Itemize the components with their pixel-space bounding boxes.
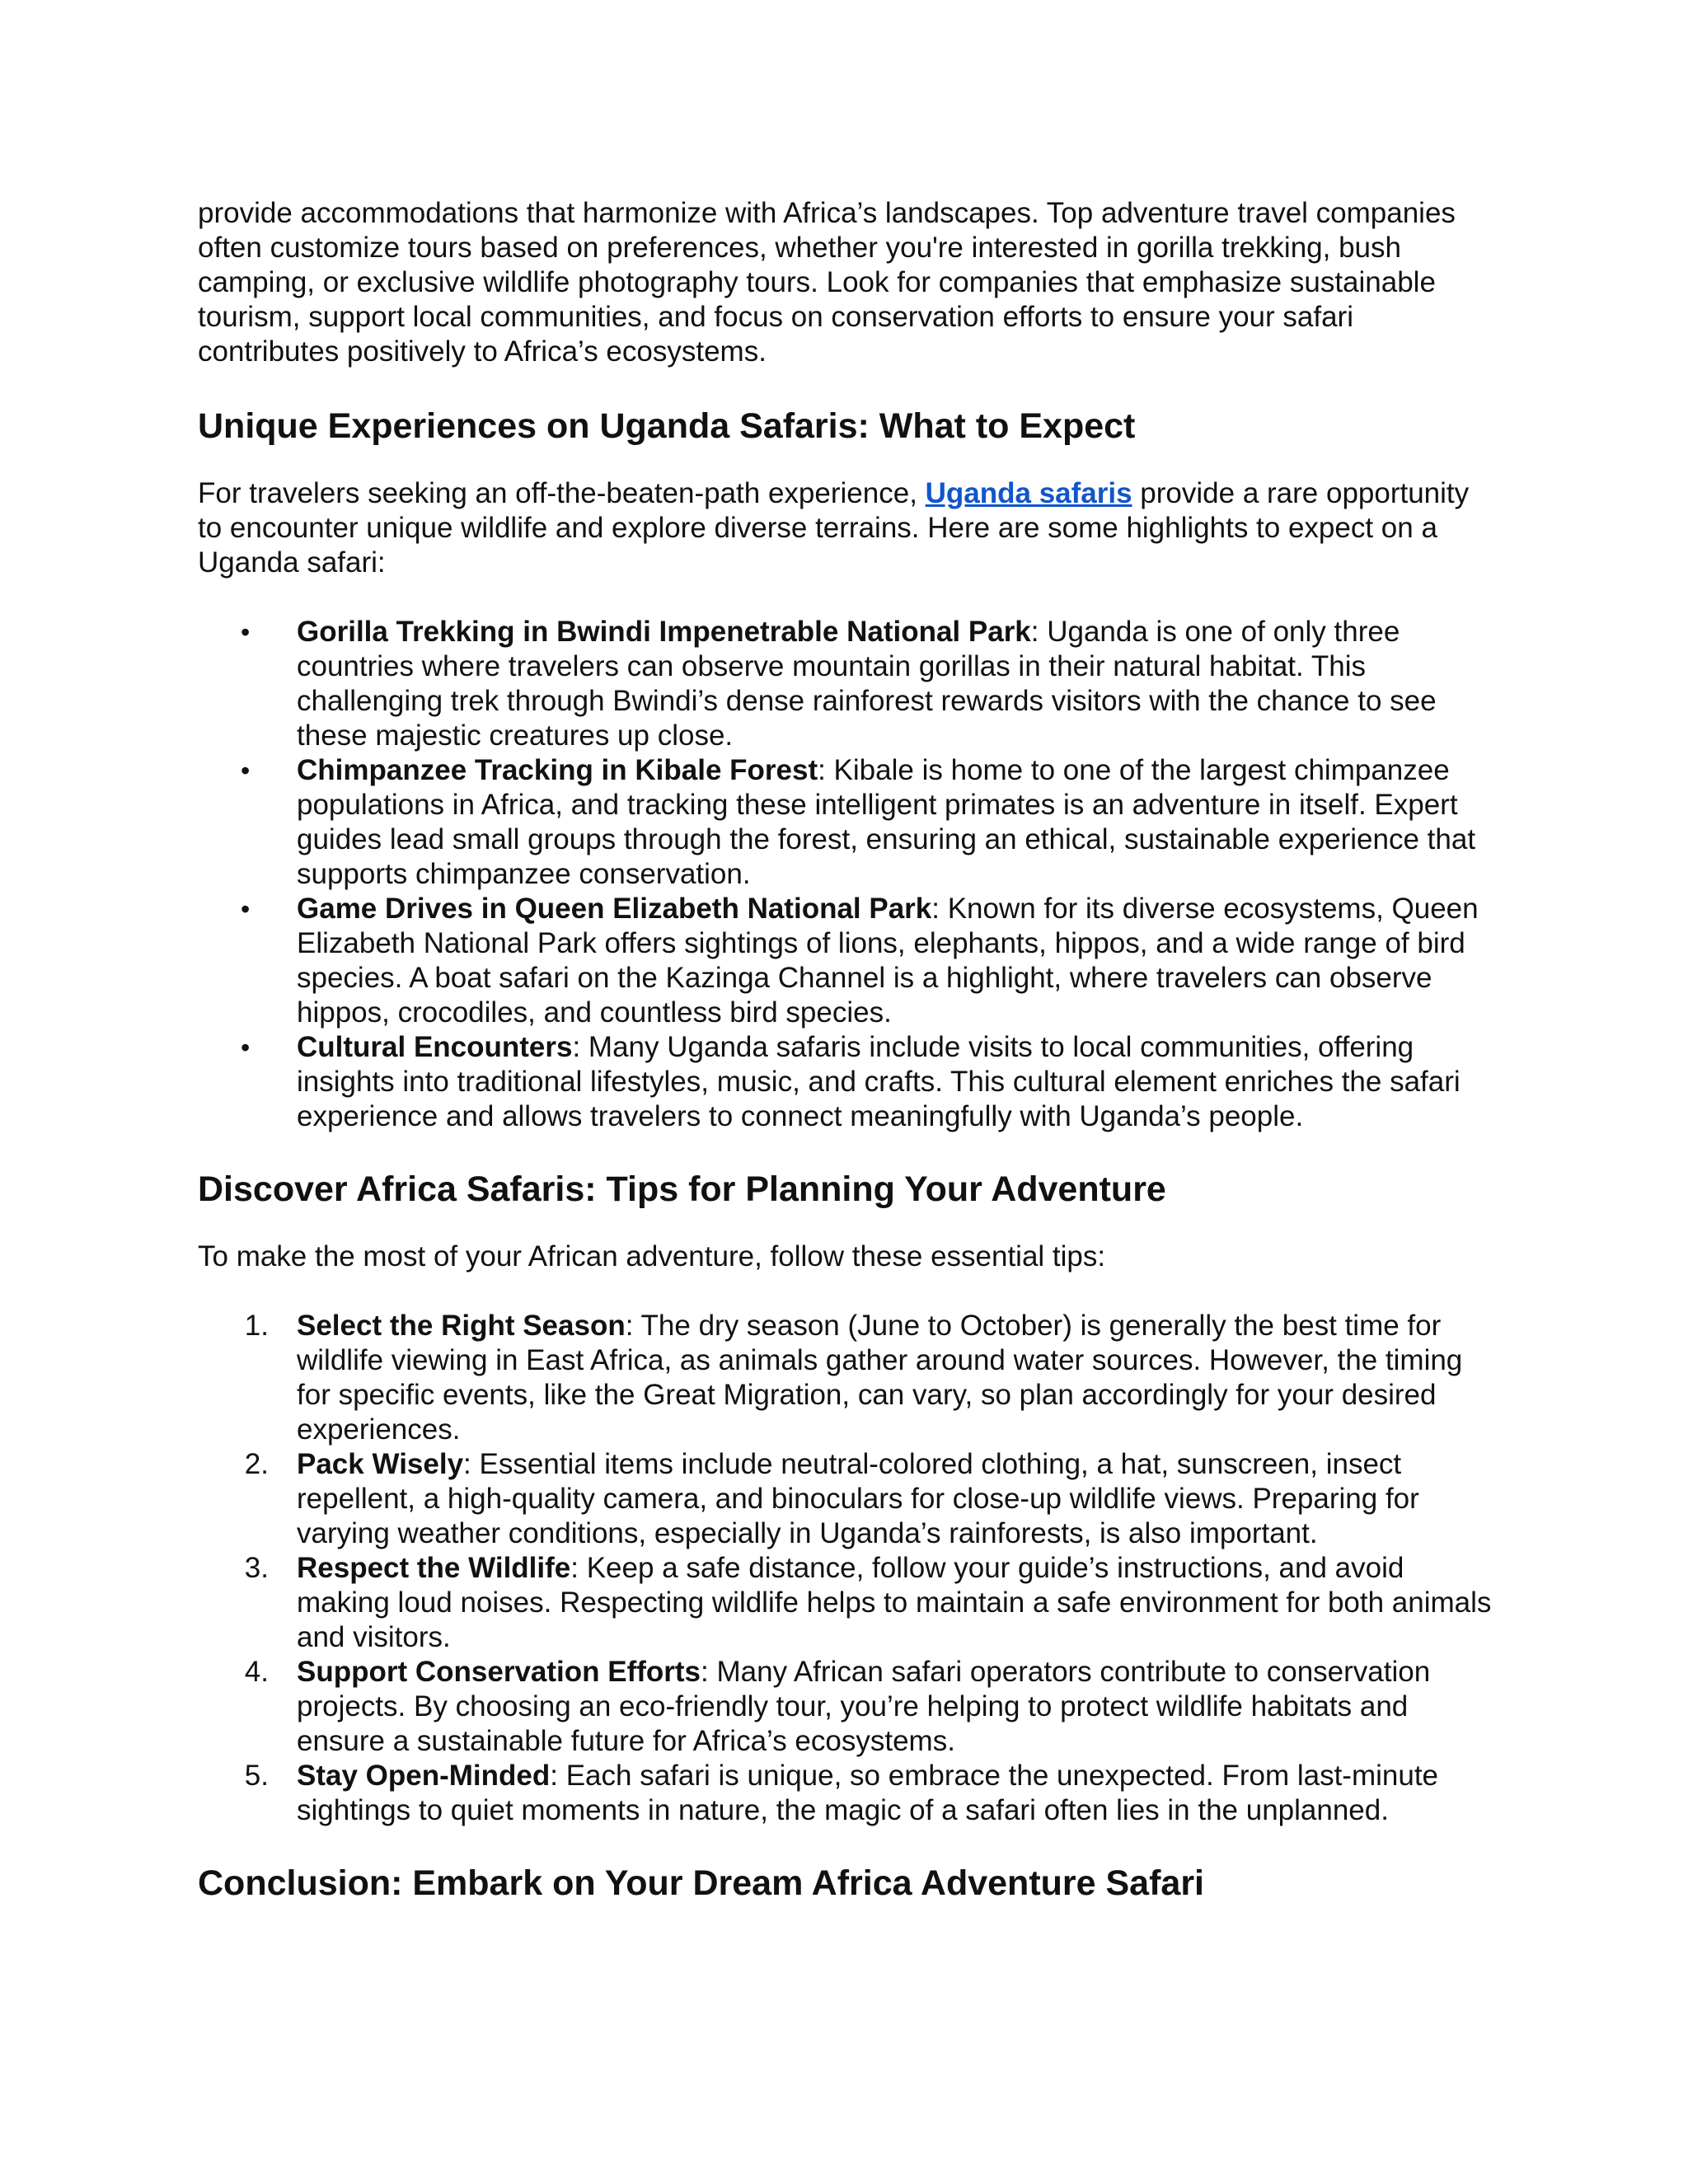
list-item-text: : Known for its diverse ecosystems, Queen Elizabeth National Park offers sightings of lions, elephants, hippos, and a wide range of bird species. A boat safari on the Kazinga Channel is a highlight, where travelers can observe hippos, crocodiles, and countless bird species. (297, 893, 1479, 1029)
intro-paragraph: provide accommodations that harmonize with Africa’s landscapes. Top adventure travel companies often customize tours based on preferences, whether you're interested in gorilla trekking, bush camping, or exclusive wildlife photography tours. Look for companies that emphasize sustainable tourism, support local communities, and focus on conservation efforts to ensure your safari contributes positively to Africa’s ecosystems. (198, 197, 1456, 368)
tips-list (198, 1309, 1492, 1828)
list-number: 3. (244, 1552, 269, 1584)
list-item-label: Select the Right Season (297, 1310, 626, 1342)
list-item (198, 615, 1492, 753)
list-item-text: : Many African safari operators contribute to conservation projects. By choosing an eco-friendly tour, you’re helping to protect wildlife habitats and ensure a sustainable future for Africa’s ecosystems. (297, 1656, 1431, 1757)
list-item (198, 1030, 1492, 1134)
bullet-icon: • (241, 1033, 251, 1062)
list-item-label: Respect the Wildlife (297, 1552, 571, 1584)
uganda-section (198, 405, 1492, 1134)
list-item-text: : Kibale is home to one of the largest chimpanzee populations in Africa, and tracking these intelligent primates is an adventure in itself. Expert guides lead small groups through the forest, ensuring an ethical, sustainable experience that supports chimpanzee conservation. (297, 754, 1476, 890)
document-page (198, 196, 1492, 1904)
bullet-icon: • (241, 756, 251, 785)
list-item (198, 1447, 1492, 1551)
list-item (198, 1309, 1492, 1447)
uganda-safaris-link[interactable]: Uganda safaris (925, 477, 1132, 509)
list-item-text: : The dry season (June to October) is generally the best time for wildlife viewing in East Africa, as animals gather around water sources. However, the timing for specific events, like the Great Migration, can vary, so plan accordingly for your desired experiences. (297, 1310, 1463, 1446)
list-number: 4. (244, 1656, 269, 1688)
bullet-icon: • (241, 617, 251, 647)
conclusion-section (198, 1863, 1492, 1904)
list-number: 1. (244, 1310, 269, 1342)
list-item-label: Cultural Encounters (297, 1031, 573, 1063)
uganda-section-heading: Unique Experiences on Uganda Safaris: What to Expect (198, 406, 1136, 446)
list-item (198, 1655, 1492, 1759)
list-item-text: : Essential items include neutral-colored clothing, a hat, sunscreen, insect repellent, a high-quality camera, and binoculars for close-up wildlife views. Preparing for varying weather conditions, especially in Uganda’s rainforests, is also important. (297, 1448, 1419, 1549)
list-number: 2. (244, 1448, 269, 1480)
tips-section (198, 1169, 1492, 1828)
list-item-text: : Keep a safe distance, follow your guide’s instructions, and avoid making loud noises. Respecting wildlife helps to maintain a safe environment for both animals and visitors. (297, 1552, 1492, 1653)
list-item-label: Pack Wisely (297, 1448, 464, 1480)
list-item-label: Stay Open-Minded (297, 1760, 551, 1792)
list-item-label: Chimpanzee Tracking in Kibale Forest (297, 754, 818, 786)
uganda-intro-text-after: provide a rare opportunity to encounter unique wildlife and explore diverse terrains. Here are some highlights to expect on a Uganda safari: (198, 477, 1470, 579)
uganda-section-intro (198, 476, 1492, 580)
uganda-intro-text-before: For travelers seeking an off-the-beaten-path experience, (198, 477, 926, 509)
list-item-text: : Uganda is one of only three countries where travelers can observe mountain gorillas in their natural habitat. This challenging trek through Bwindi’s dense rainforest rewards visitors with the chance to see these majestic creatures up close. (297, 616, 1437, 752)
list-item (198, 753, 1492, 892)
list-item-label: Game Drives in Queen Elizabeth National Park (297, 893, 932, 925)
list-item (198, 1551, 1492, 1655)
list-item (198, 1759, 1492, 1828)
conclusion-heading: Conclusion: Embark on Your Dream Africa Adventure Safari (198, 1863, 1205, 1903)
list-item (198, 892, 1492, 1030)
list-item-text: : Each safari is unique, so embrace the unexpected. From last-minute sightings to quiet moments in nature, the magic of a safari often lies in the unplanned. (297, 1760, 1439, 1826)
tips-section-intro: To make the most of your African adventure, follow these essential tips: (198, 1240, 1106, 1272)
bullet-icon: • (241, 894, 251, 924)
list-number: 5. (244, 1760, 269, 1792)
uganda-highlights-list (198, 615, 1492, 1134)
tips-section-heading: Discover Africa Safaris: Tips for Planning Your Adventure (198, 1169, 1166, 1209)
list-item-text: : Many Uganda safaris include visits to local communities, offering insights into traditional lifestyles, music, and crafts. This cultural element enriches the safari experience and allows travelers to connect meaningfully with Uganda’s people. (297, 1031, 1461, 1132)
list-item-label: Gorilla Trekking in Bwindi Impenetrable National Park (297, 616, 1031, 648)
list-item-label: Support Conservation Efforts (297, 1656, 701, 1688)
